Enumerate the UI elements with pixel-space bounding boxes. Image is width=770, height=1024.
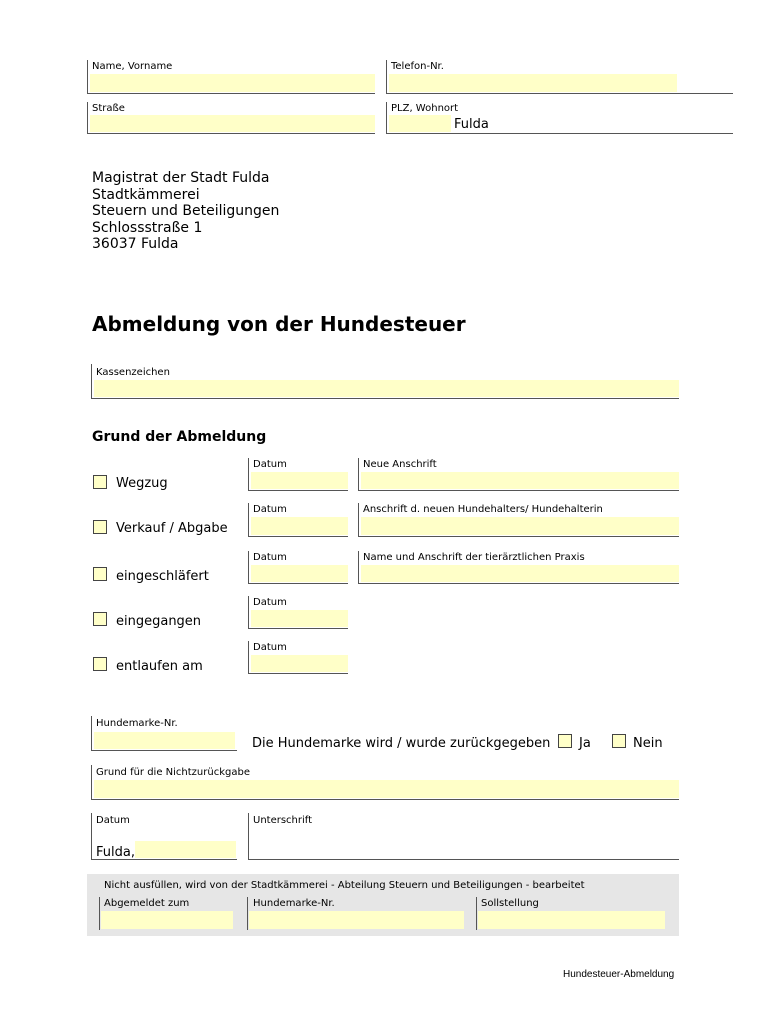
kassenzeichen-label: Kassenzeichen bbox=[96, 367, 170, 378]
plz-field-border-left bbox=[386, 102, 387, 134]
hundemarke-label: Hundemarke-Nr. bbox=[96, 718, 178, 729]
eingeschlaefert-datum-border-left bbox=[248, 551, 249, 584]
ja-label: Ja bbox=[579, 736, 591, 751]
address-line: Steuern und Beteiligungen bbox=[92, 203, 280, 219]
neue-anschrift-label: Neue Anschrift bbox=[363, 459, 437, 470]
name-label: Name, Vorname bbox=[92, 61, 173, 72]
strasse-input[interactable] bbox=[90, 115, 375, 132]
praxis-border-left bbox=[358, 551, 359, 584]
wegzug-datum-input[interactable] bbox=[251, 472, 348, 489]
entlaufen-checkbox[interactable] bbox=[93, 657, 107, 671]
strasse-field-border-left bbox=[87, 102, 88, 134]
verkauf-datum-border-left bbox=[248, 503, 249, 537]
office-hundemarke-border-left bbox=[247, 897, 248, 930]
wegzug-label: Wegzug bbox=[116, 476, 168, 491]
eingeschlaefert-datum-border-bottom bbox=[248, 583, 348, 584]
neuer-halter-input[interactable] bbox=[361, 517, 679, 535]
eingeschlaefert-datum-label: Datum bbox=[253, 552, 287, 563]
sig-datum-label: Datum bbox=[96, 815, 130, 826]
wegzug-anschrift-border-left bbox=[358, 458, 359, 491]
page-title: Abmeldung von der Hundesteuer bbox=[92, 312, 466, 336]
wohnort-value: Fulda bbox=[454, 117, 489, 132]
entlaufen-datum-border-left bbox=[248, 641, 249, 674]
address-line: Schlossstraße 1 bbox=[92, 219, 203, 236]
abgemeldet-input[interactable] bbox=[101, 911, 233, 929]
wegzug-anschrift-border-bottom bbox=[358, 490, 679, 491]
telefon-label: Telefon-Nr. bbox=[391, 61, 444, 72]
sollstellung-label: Sollstellung bbox=[481, 898, 539, 909]
eingeschlaefert-datum-input[interactable] bbox=[251, 565, 348, 582]
entlaufen-datum-input[interactable] bbox=[251, 655, 348, 672]
eingeschlaefert-checkbox[interactable] bbox=[93, 567, 107, 581]
entlaufen-datum-label: Datum bbox=[253, 642, 287, 653]
eingegangen-label: eingegangen bbox=[116, 614, 202, 629]
sollstellung-border-left bbox=[476, 897, 477, 930]
strasse-field-border-bottom bbox=[87, 133, 375, 134]
eingegangen-datum-border-left bbox=[248, 596, 249, 629]
address-line: Magistrat der Stadt Fulda bbox=[92, 170, 270, 186]
office-hundemarke-input[interactable] bbox=[249, 911, 464, 929]
nein-checkbox[interactable] bbox=[612, 734, 626, 748]
address-line: Stadtkämmerei bbox=[92, 186, 200, 203]
sig-datum-input[interactable] bbox=[135, 841, 236, 858]
abgemeldet-border-left bbox=[99, 897, 100, 930]
sig-datum-value: Fulda, bbox=[96, 845, 135, 860]
wegzug-datum-border-bottom bbox=[248, 490, 348, 491]
verkauf-anschrift-border-left bbox=[358, 503, 359, 537]
praxis-input[interactable] bbox=[361, 565, 679, 582]
address-line: 36037 Fulda bbox=[92, 236, 179, 252]
abgemeldet-label: Abgemeldet zum bbox=[104, 898, 190, 909]
grund-heading: Grund der Abmeldung bbox=[92, 429, 267, 445]
sollstellung-input[interactable] bbox=[478, 911, 665, 929]
eingegangen-datum-border-bottom bbox=[248, 628, 348, 629]
plz-input[interactable] bbox=[389, 115, 451, 132]
telefon-input[interactable] bbox=[389, 74, 677, 92]
nichtrueckgabe-input[interactable] bbox=[94, 780, 679, 798]
office-hundemarke-label: Hundemarke-Nr. bbox=[253, 898, 335, 909]
entlaufen-label: entlaufen am bbox=[116, 659, 203, 674]
eingegangen-datum-input[interactable] bbox=[251, 610, 348, 627]
verkauf-checkbox[interactable] bbox=[93, 520, 107, 534]
telefon-field-border-left bbox=[386, 60, 387, 94]
plz-field-border-bottom bbox=[386, 133, 733, 134]
verkauf-label: Verkauf / Abgabe bbox=[116, 521, 228, 536]
office-note: Nicht ausfüllen, wird von der Stadtkämmerei - Abteilung Steuern und Beteiligungen - bearbeitet bbox=[104, 880, 585, 891]
kassenzeichen-border-left bbox=[91, 364, 92, 399]
name-input[interactable] bbox=[90, 74, 375, 92]
hundemarke-border-bottom bbox=[91, 750, 237, 751]
eingeschlaefert-label: eingeschläfert bbox=[116, 569, 209, 584]
verkauf-datum-border-bottom bbox=[248, 536, 348, 537]
name-field-border-left bbox=[87, 60, 88, 94]
verkauf-datum-input[interactable] bbox=[251, 517, 348, 535]
wegzug-datum-label: Datum bbox=[253, 459, 287, 470]
nichtrueckgabe-label: Grund für die Nichtzurückgabe bbox=[96, 767, 250, 778]
wegzug-checkbox[interactable] bbox=[93, 475, 107, 489]
nichtrueckgabe-border-bottom bbox=[91, 799, 679, 800]
name-field-border-bottom bbox=[87, 93, 375, 94]
nichtrueckgabe-border-left bbox=[91, 765, 92, 800]
verkauf-anschrift-border-bottom bbox=[358, 536, 679, 537]
neuer-halter-label: Anschrift d. neuen Hundehalters/ Hundehalterin bbox=[363, 504, 603, 515]
unterschrift-border-left bbox=[248, 813, 249, 860]
wegzug-datum-border-left bbox=[248, 458, 249, 491]
eingegangen-datum-label: Datum bbox=[253, 597, 287, 608]
unterschrift-label: Unterschrift bbox=[253, 815, 313, 826]
nein-label: Nein bbox=[633, 736, 663, 751]
zurueckgegeben-question: Die Hundemarke wird / wurde zurückgegeben bbox=[252, 736, 551, 751]
recipient-address bbox=[92, 170, 279, 253]
kassenzeichen-input[interactable] bbox=[94, 380, 679, 397]
ja-checkbox[interactable] bbox=[558, 734, 572, 748]
praxis-label: Name und Anschrift der tierärztlichen Praxis bbox=[363, 552, 585, 563]
unterschrift-border-bottom bbox=[248, 859, 679, 860]
entlaufen-datum-border-bottom bbox=[248, 673, 348, 674]
kassenzeichen-border-bottom bbox=[91, 398, 679, 399]
eingegangen-checkbox[interactable] bbox=[93, 612, 107, 626]
telefon-field-border-bottom bbox=[386, 93, 733, 94]
praxis-border-bottom bbox=[358, 583, 679, 584]
plz-label: PLZ, Wohnort bbox=[391, 103, 459, 114]
hundemarke-border-left bbox=[91, 716, 92, 751]
hundemarke-input[interactable] bbox=[94, 732, 235, 749]
verkauf-datum-label: Datum bbox=[253, 504, 287, 515]
sig-datum-border-left bbox=[91, 813, 92, 860]
neue-anschrift-input[interactable] bbox=[361, 472, 679, 489]
footer-text: Hundesteuer-Abmeldung bbox=[563, 969, 675, 980]
strasse-label: Straße bbox=[92, 103, 125, 114]
